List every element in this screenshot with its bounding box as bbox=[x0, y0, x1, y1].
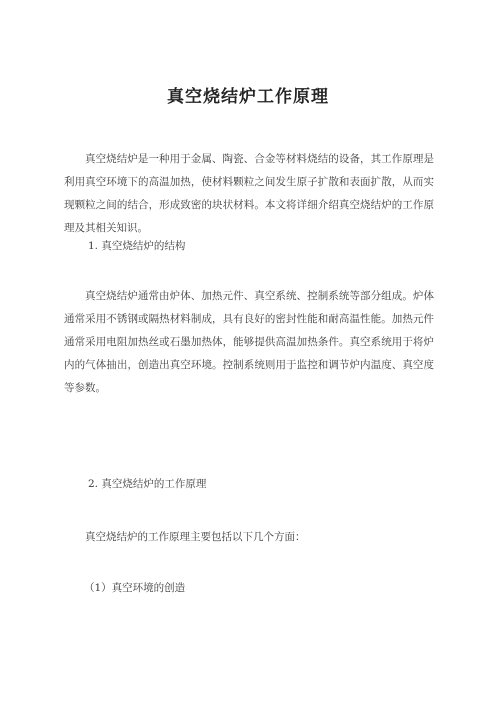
document-title: 真空烧结炉工作原理 bbox=[167, 87, 329, 107]
section-2-paragraph: 真空烧结炉的工作原理主要包括以下几个方面： bbox=[85, 531, 306, 543]
section-1-paragraph: 真空烧结炉通常由炉体、加热元件、真空系统、控制系统等部分组成。炉体通常采用不锈钢或隔热材料制成，具有良好的密封性能和耐高温性能。加热元件通常采用电阻加热丝或石墨加热体，能够提供高温加热条件。真空系统用于将炉内的气体抽出，创造出真空环境。控制系统则用于监控和调节炉内温度、真空度等参数。 bbox=[64, 290, 434, 394]
section-1-heading: 1. 真空烧结炉的结构 bbox=[88, 240, 186, 252]
intro-paragraph: 真空烧结炉是一种用于金属、陶瓷、合金等材料烧结的设备，其工作原理是利用真空环境下的高温加热，使材料颗粒之间发生原子扩散和表面扩散，从而实现颗粒之间的结合，形成致密的块状材料。本文将详细介绍真空烧结炉的工作原理及其相关知识。 bbox=[64, 153, 434, 234]
subsection-1-heading: （1）真空环境的创造 bbox=[84, 582, 186, 594]
section-2-heading: 2. 真空烧结炉的工作原理 bbox=[88, 478, 207, 490]
